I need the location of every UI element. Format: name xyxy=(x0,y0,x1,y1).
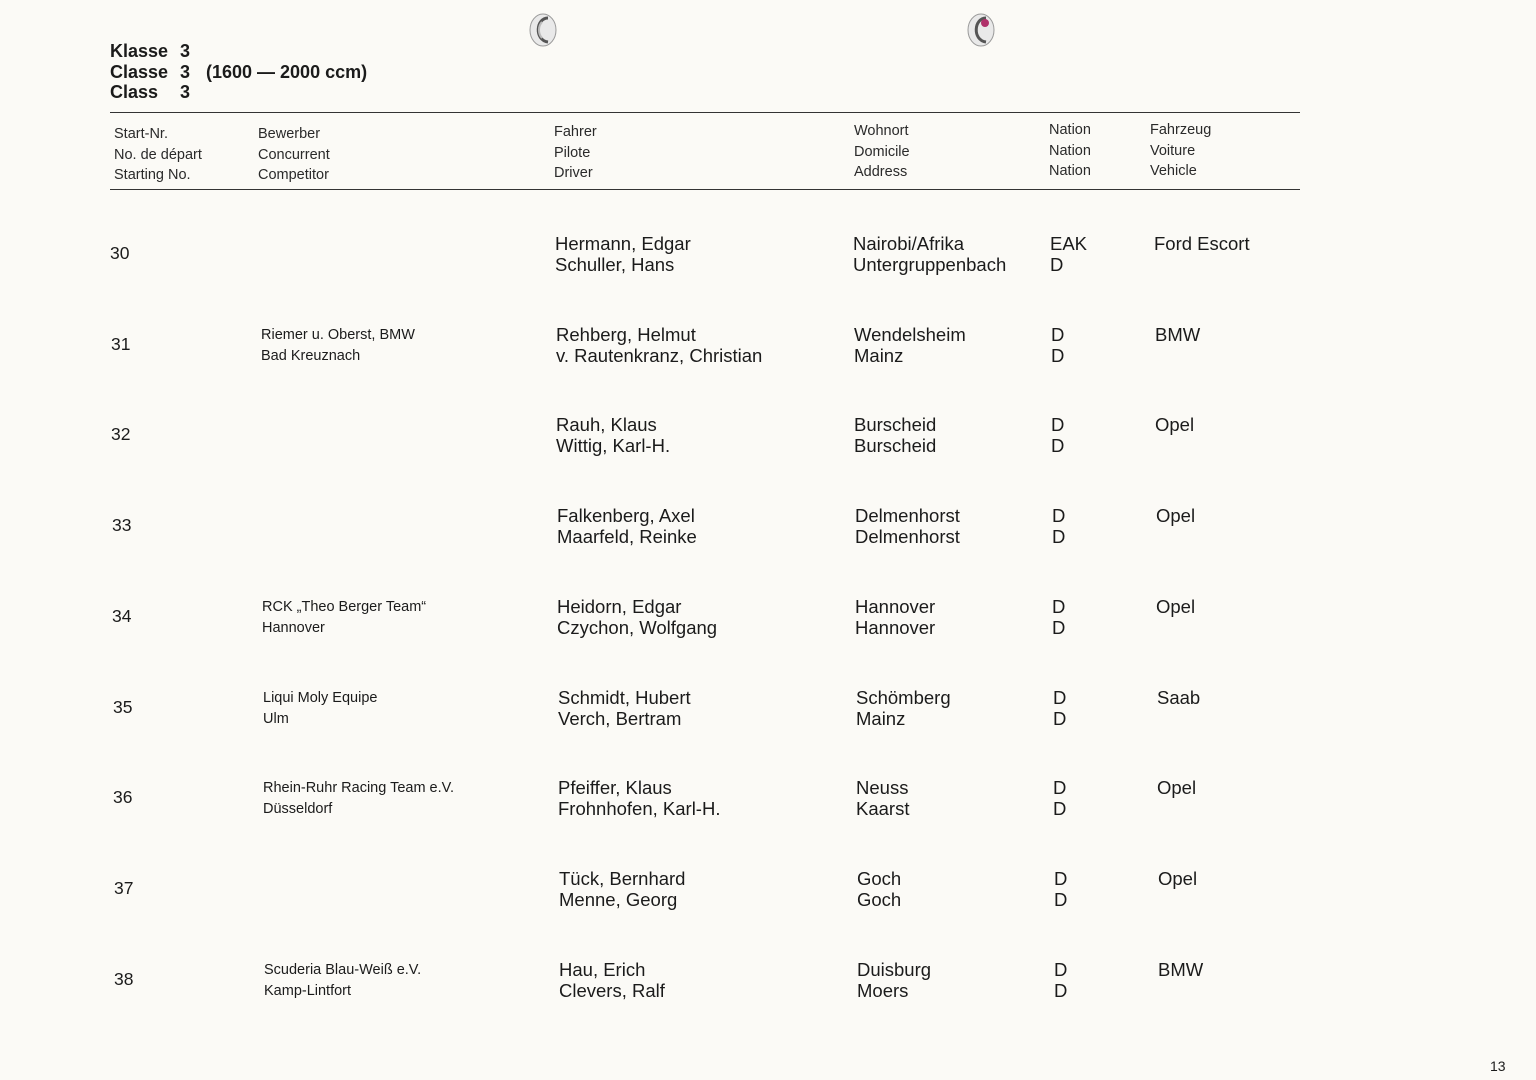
address-line: Delmenhorst xyxy=(855,505,960,526)
header-label: Voiture xyxy=(1150,142,1196,159)
start-number: 38 xyxy=(114,969,134,989)
nation-code: D xyxy=(1053,777,1067,798)
header-label: Concurrent xyxy=(258,146,330,163)
address-line: Schömberg xyxy=(856,687,951,708)
nation-code: D xyxy=(1050,253,1064,275)
vehicle-name: Opel xyxy=(1157,777,1197,798)
driver-name: Tück, Bernhard xyxy=(559,868,686,889)
drivers-cell xyxy=(556,415,670,456)
header-label: Nation xyxy=(1049,163,1091,179)
vehicle-name: Opel xyxy=(1158,868,1198,889)
driver-name: Heidorn, Edgar xyxy=(557,596,682,617)
competitor-cell xyxy=(263,778,454,819)
driver-name: Falkenberg, Axel xyxy=(557,505,695,526)
title-line xyxy=(110,41,367,62)
driver-name: Wittig, Karl-H. xyxy=(556,434,671,456)
start-number: 33 xyxy=(112,515,132,535)
competitor-cell xyxy=(262,597,426,638)
nations-cell xyxy=(1053,778,1066,819)
address-line: Hannover xyxy=(855,616,936,638)
addresses-cell xyxy=(857,960,931,1001)
address-line: Duisburg xyxy=(857,959,932,980)
driver-name: Schmidt, Hubert xyxy=(558,687,691,708)
competitor-line: Hannover xyxy=(262,619,325,636)
vehicle-name: Opel xyxy=(1155,414,1195,435)
header-label: Driver xyxy=(554,165,593,181)
nation-code: D xyxy=(1051,324,1065,345)
driver-name: Clevers, Ralf xyxy=(559,979,665,1001)
header-driver xyxy=(554,122,597,184)
nations-cell xyxy=(1052,506,1065,547)
addresses-cell xyxy=(856,778,909,819)
drivers-cell xyxy=(556,325,762,366)
header-nation xyxy=(1049,120,1091,182)
driver-name: Verch, Bertram xyxy=(558,707,682,729)
drivers-cell xyxy=(558,778,720,819)
header-label: Pilote xyxy=(554,144,591,161)
header-label: Wohnort xyxy=(854,123,909,139)
driver-name: Maarfeld, Reinke xyxy=(557,525,697,547)
driver-name: Hermann, Edgar xyxy=(555,233,691,254)
nation-code: D xyxy=(1053,687,1067,708)
driver-name: Hau, Erich xyxy=(559,959,646,980)
header-label: Fahrzeug xyxy=(1150,122,1212,138)
driver-name: v. Rautenkranz, Christian xyxy=(556,344,763,366)
header-label: Nation xyxy=(1049,122,1091,138)
competitor-cell xyxy=(264,960,421,1001)
title-line xyxy=(110,62,367,83)
competitor-line: Kamp-Lintfort xyxy=(264,982,352,999)
addresses-cell xyxy=(857,869,901,910)
binder-ring-icon xyxy=(526,10,560,50)
nation-code: D xyxy=(1051,414,1065,435)
entry-row xyxy=(0,324,1536,394)
header-label: Starting No. xyxy=(114,167,191,183)
competitor-line: Scuderia Blau-Weiß e.V. xyxy=(264,962,422,978)
header-label: Competitor xyxy=(258,167,329,183)
vehicle-name: Opel xyxy=(1156,505,1196,526)
nation-code: D xyxy=(1052,525,1066,547)
start-number: 35 xyxy=(113,697,133,717)
header-label: Vehicle xyxy=(1150,163,1197,179)
start-number: 31 xyxy=(111,334,131,354)
nation-code: D xyxy=(1053,797,1067,819)
drivers-cell xyxy=(559,960,665,1001)
class-title xyxy=(110,41,367,103)
title-number: 3 xyxy=(180,41,191,61)
addresses-cell xyxy=(855,506,960,547)
header-label: Nation xyxy=(1049,142,1091,159)
address-line: Delmenhorst xyxy=(855,525,960,547)
address-line: Wendelsheim xyxy=(854,324,966,345)
entry-row xyxy=(0,868,1536,938)
title-number: 3 xyxy=(180,61,191,82)
driver-name: Czychon, Wolfgang xyxy=(557,616,718,638)
entry-row xyxy=(0,959,1536,1029)
header-competitor xyxy=(258,124,330,186)
vehicle-name: BMW xyxy=(1155,324,1201,345)
nations-cell xyxy=(1051,415,1064,456)
start-number: 30 xyxy=(110,243,130,263)
nation-code: D xyxy=(1052,616,1066,638)
entry-row xyxy=(0,777,1536,847)
entry-row xyxy=(0,687,1536,757)
start-number: 32 xyxy=(111,424,131,444)
address-line: Mainz xyxy=(856,707,906,729)
address-line: Nairobi/Afrika xyxy=(853,233,965,254)
competitor-line: Bad Kreuznach xyxy=(261,347,361,364)
header-label: Start-Nr. xyxy=(114,126,168,142)
vehicle-name: Saab xyxy=(1157,687,1201,708)
title-number: 3 xyxy=(180,82,191,102)
address-line: Burscheid xyxy=(854,414,937,435)
header-label: Address xyxy=(854,164,908,180)
start-number: 36 xyxy=(113,787,133,807)
drivers-cell xyxy=(557,506,697,547)
title-word: Klasse xyxy=(110,41,169,61)
address-line: Moers xyxy=(857,979,909,1001)
title-word: Class xyxy=(110,82,159,102)
addresses-cell xyxy=(854,415,936,456)
entry-row xyxy=(0,505,1536,575)
nation-code: D xyxy=(1054,888,1068,910)
nation-code: D xyxy=(1054,979,1068,1001)
nation-code: D xyxy=(1054,959,1068,980)
driver-name: Pfeiffer, Klaus xyxy=(558,777,672,798)
addresses-cell xyxy=(856,688,951,729)
title-line xyxy=(110,82,367,103)
nation-code: EAK xyxy=(1050,233,1088,254)
vehicle-name: Ford Escort xyxy=(1154,233,1250,254)
competitor-line: Ulm xyxy=(263,710,289,727)
address-line: Burscheid xyxy=(854,434,937,456)
nations-cell xyxy=(1054,869,1067,910)
page-number: 13 xyxy=(1490,1058,1506,1074)
nation-code: D xyxy=(1052,505,1066,526)
nation-code: D xyxy=(1052,596,1066,617)
driver-name: Menne, Georg xyxy=(559,888,678,910)
header-rule-bottom xyxy=(110,189,1300,190)
nations-cell xyxy=(1050,234,1087,275)
entry-row xyxy=(0,233,1536,303)
nation-code: D xyxy=(1051,434,1065,456)
drivers-cell xyxy=(555,234,691,275)
competitor-line: Liqui Moly Equipe xyxy=(263,690,378,706)
header-vehicle xyxy=(1150,120,1211,182)
competitor-line: RCK „Theo Berger Team“ xyxy=(262,599,427,615)
address-line: Goch xyxy=(857,868,902,889)
addresses-cell xyxy=(855,597,935,638)
header-start-no xyxy=(114,124,202,186)
header-label: Domicile xyxy=(854,143,910,160)
addresses-cell xyxy=(853,234,1006,275)
driver-name: Frohnhofen, Karl-H. xyxy=(558,797,721,819)
nations-cell xyxy=(1052,597,1065,638)
competitor-line: Düsseldorf xyxy=(263,800,333,817)
vehicle-name: Opel xyxy=(1156,596,1196,617)
driver-name: Rauh, Klaus xyxy=(556,414,657,435)
addresses-cell xyxy=(854,325,966,366)
header-rule-top xyxy=(110,112,1300,113)
competitor-line: Riemer u. Oberst, BMW xyxy=(261,327,415,343)
start-number: 37 xyxy=(114,878,134,898)
nations-cell xyxy=(1053,688,1066,729)
address-line: Mainz xyxy=(854,344,904,366)
address-line: Hannover xyxy=(855,596,936,617)
displacement-range: (1600 — 2000 ccm) xyxy=(206,61,368,82)
entry-row xyxy=(0,596,1536,666)
header-address xyxy=(854,121,910,183)
competitor-cell xyxy=(263,688,377,729)
drivers-cell xyxy=(559,869,685,910)
entry-row xyxy=(0,414,1536,484)
competitor-cell xyxy=(261,325,415,366)
driver-name: Schuller, Hans xyxy=(555,253,675,275)
competitor-line: Rhein-Ruhr Racing Team e.V. xyxy=(263,780,455,796)
vehicle-name: BMW xyxy=(1158,959,1204,980)
nation-code: D xyxy=(1054,868,1068,889)
nation-code: D xyxy=(1051,344,1065,366)
nations-cell xyxy=(1051,325,1064,366)
drivers-cell xyxy=(558,688,691,729)
header-label: No. de départ xyxy=(114,146,202,163)
drivers-cell xyxy=(557,597,717,638)
header-label: Bewerber xyxy=(258,126,321,142)
nations-cell xyxy=(1054,960,1067,1001)
address-line: Goch xyxy=(857,888,902,910)
binder-ring-icon xyxy=(964,10,998,50)
title-word: Classe xyxy=(110,61,169,82)
driver-name: Rehberg, Helmut xyxy=(556,324,696,345)
address-line: Untergruppenbach xyxy=(853,253,1007,275)
start-number: 34 xyxy=(112,606,132,626)
nation-code: D xyxy=(1053,707,1067,729)
address-line: Neuss xyxy=(856,777,909,798)
address-line: Kaarst xyxy=(856,797,910,819)
header-label: Fahrer xyxy=(554,124,597,140)
